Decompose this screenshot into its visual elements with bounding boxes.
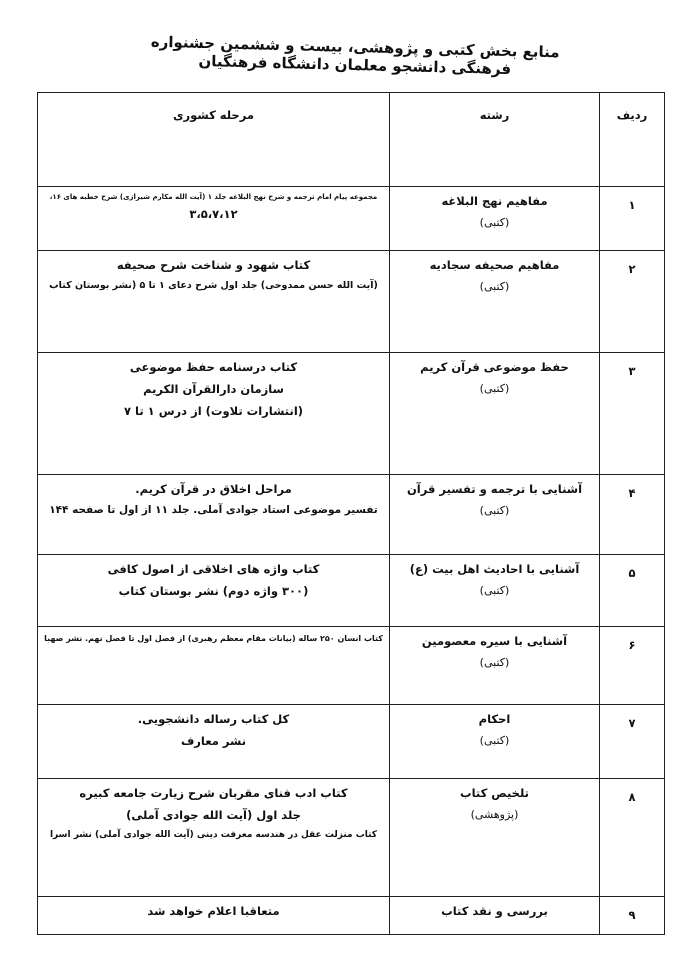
row-references xyxy=(38,353,390,475)
reference-line: کل کتاب رساله دانشجویی. xyxy=(137,712,290,726)
field-name: احکام xyxy=(478,712,511,726)
table-row xyxy=(38,627,665,705)
field-kind: (کتبی) xyxy=(479,381,510,395)
field-kind: (کتبی) xyxy=(479,503,510,517)
field-name: آشنایی با احادیث اهل بیت (ع) xyxy=(409,562,580,576)
header-field: رشته xyxy=(390,93,600,187)
reference-line: (آیت الله حسن ممدوحی) جلد اول شرح دعای ۱ تا ۵ (نشر بوستان کتاب xyxy=(49,279,378,291)
row-number: ۸ xyxy=(600,779,665,897)
header-national-stage: مرحله کشوری xyxy=(38,93,390,187)
table-row xyxy=(38,251,665,353)
reference-line: کتاب درسنامه حفظ موضوعی xyxy=(129,360,298,374)
reference-line: کتاب منزلت عقل در هندسه معرفت دینی (آیت الله جوادی آملی) نشر اسرا xyxy=(49,829,378,840)
row-field xyxy=(390,251,600,353)
row-number: ۵ xyxy=(600,555,665,627)
row-field xyxy=(390,627,600,705)
header-row-num: ردیف xyxy=(600,93,665,187)
field-kind: (کتبی) xyxy=(479,583,510,597)
field-name: بررسی و نقد کتاب xyxy=(441,904,548,918)
row-field xyxy=(390,187,600,251)
field-name: تلخیص کتاب xyxy=(460,786,529,800)
reference-line: جلد اول (آیت الله جوادی آملی) xyxy=(126,807,301,822)
reference-line: کتاب ادب فنای مقربان شرح زیارت جامعه کبیره xyxy=(79,786,348,800)
row-number: ۱ xyxy=(600,187,665,251)
field-name: آشنایی با سیره معصومین xyxy=(421,634,568,648)
reference-line: تفسیر موضوعی استاد جوادی آملی. جلد ۱۱ از اول تا صفحه ۱۴۴ xyxy=(49,503,378,516)
row-field xyxy=(390,779,600,897)
field-kind: (کتبی) xyxy=(479,733,510,747)
field-kind: (پژوهشی) xyxy=(470,807,519,821)
row-references xyxy=(38,187,390,251)
row-references xyxy=(38,555,390,627)
reference-line: نشر معارف xyxy=(180,733,247,748)
table-row xyxy=(38,555,665,627)
reference-line: کتاب واژه های اخلاقی از اصول کافی xyxy=(107,562,320,576)
row-number: ۳ xyxy=(600,353,665,475)
field-kind: (کتبی) xyxy=(479,655,510,669)
row-references xyxy=(38,779,390,897)
resources-table xyxy=(37,92,665,935)
reference-line: سازمان دارالقرآن الکریم xyxy=(143,381,284,396)
row-number: ۴ xyxy=(600,475,665,555)
page-title: منابع بخش کتبی و پژوهشی، بیست و ششمین جشنواره فرهنگی دانشجو معلمان دانشگاه فرهنگیان xyxy=(150,32,560,79)
row-number: ۲ xyxy=(600,251,665,353)
field-name: مفاهیم نهج البلاغه xyxy=(441,194,548,208)
table-header-row xyxy=(38,93,665,187)
row-references xyxy=(38,251,390,353)
row-number: ۷ xyxy=(600,705,665,779)
row-field xyxy=(390,555,600,627)
row-field xyxy=(390,475,600,555)
table-row xyxy=(38,187,665,251)
reference-line: کتاب انسان ۲۵۰ ساله (بیانات مقام معظم رهبری) از فصل اول تا فصل نهم. نشر صهبا xyxy=(44,634,383,643)
table-row xyxy=(38,353,665,475)
row-references xyxy=(38,475,390,555)
table-row xyxy=(38,705,665,779)
table-row xyxy=(38,897,665,935)
field-name: حفظ موضوعی قرآن کریم xyxy=(420,360,569,374)
field-name: آشنایی با ترجمه و تفسیر قرآن xyxy=(406,482,583,496)
reference-line: مجموعه پیام امام ترجمه و شرح نهج البلاغه جلد ۱ (آیت الله مکارم شیرازی) شرح خطبه های ۱۶، xyxy=(49,193,378,201)
table-row xyxy=(38,475,665,555)
row-references xyxy=(38,705,390,779)
row-field xyxy=(390,353,600,475)
row-references xyxy=(38,627,390,705)
field-name: مفاهیم صحیفه سجادیه xyxy=(429,258,560,272)
field-kind: (کتبی) xyxy=(479,279,510,293)
row-field xyxy=(390,705,600,779)
reference-line: (انتشارات تلاوت) از درس ۱ تا ۷ xyxy=(123,403,304,418)
field-kind: (کتبی) xyxy=(479,215,510,229)
reference-line: کتاب شهود و شناخت شرح صحیفه xyxy=(116,258,311,272)
reference-line: (۳۰۰ واژه دوم) نشر بوستان کتاب xyxy=(118,583,309,598)
row-number: ۶ xyxy=(600,627,665,705)
reference-line: مراحل اخلاق در قرآن کریم. xyxy=(135,482,292,496)
row-number: ۹ xyxy=(600,897,665,935)
row-field xyxy=(390,897,600,935)
reference-line: متعاقبا اعلام خواهد شد xyxy=(147,904,280,918)
reference-line: ۳،۵،۷،۱۲ xyxy=(189,207,238,222)
table-row xyxy=(38,779,665,897)
row-references xyxy=(38,897,390,935)
